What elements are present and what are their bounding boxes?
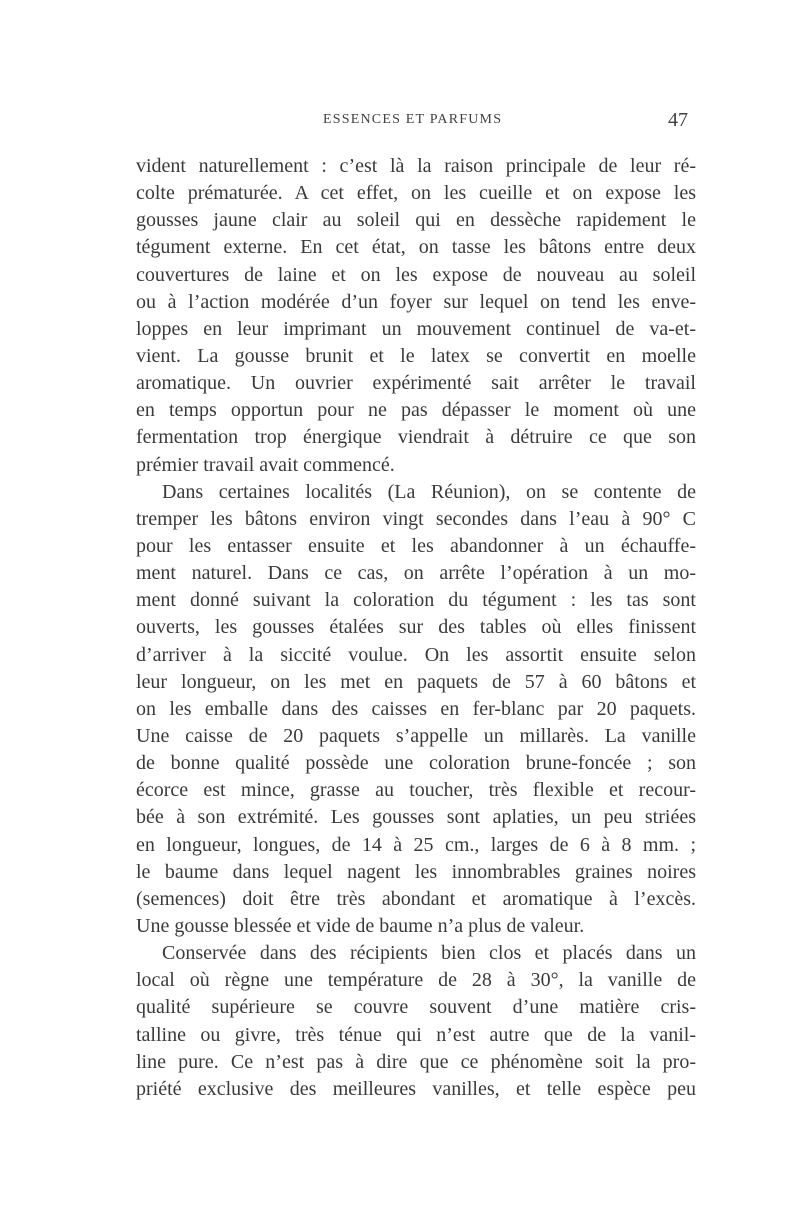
text-line: aromatique. Un ouvrier expérimenté sait arrêter le travail [136,372,696,395]
text-line: de bonne qualité possède une coloration brune-foncée ; son [136,752,696,775]
text-line: ment donné suivant la coloration du tégument : les tas sont [136,589,696,612]
text-line: Une gousse blessée et vide de baume n’a plus de valeur. [136,914,585,937]
text-line: ou à l’action modérée d’un foyer sur lequel on tend les enve- [136,290,696,313]
text-line: gousses jaune clair au soleil qui en dessèche rapidement le [136,209,696,232]
text-line: en temps opportun pour ne pas dépasser le moment où une [136,399,696,422]
text-line: bée à son extrémité. Les gousses sont aplaties, un peu striées [136,806,696,829]
text-line: ouverts, les gousses étalées sur des tables où elles finissent [136,616,696,639]
page-number: 47 [668,109,688,131]
text-line: le baume dans lequel nagent les innombrables graines noires [136,860,696,883]
running-title: ESSENCES ET PARFUMS [323,112,503,127]
text-line: tremper les bâtons environ vingt secondes dans l’eau à 90° C [136,507,696,530]
text-line: line pure. Ce n’est pas à dire que ce phénomène soit la pro- [136,1050,696,1073]
text-line: leur longueur, on les met en paquets de 57 à 60 bâtons et [136,670,696,693]
text-line: prémier travail avait commencé. [136,453,395,476]
text-line: tégument externe. En cet état, on tasse les bâtons entre deux [136,236,696,259]
text-line: en longueur, longues, de 14 à 25 cm., larges de 6 à 8 mm. ; [136,833,696,856]
text-line: ment naturel. Dans ce cas, on arrête l’opération à un mo- [136,562,696,585]
text-line: pour les entasser ensuite et les abandonner à un échauffe- [136,534,696,557]
text-line: Conservée dans des récipients bien clos et placés dans un [162,942,696,965]
text-line: loppes en leur imprimant un mouvement continuel de va-et- [136,317,696,340]
text-line: couvertures de laine et on les expose de nouveau au soleil [136,263,696,286]
text-line: d’arriver à la siccité voulue. On les assortit ensuite selon [136,643,696,666]
text-line: priété exclusive des meilleures vanilles, et telle espèce peu [136,1077,696,1100]
text-line: fermentation trop énergique viendrait à détruire ce que son [136,426,696,449]
text-line: colte prématurée. A cet effet, on les cueille et on expose les [136,182,696,205]
text-line: talline ou givre, très ténue qui n’est autre que de la vanil- [136,1023,696,1046]
text-line: (semences) doit être très abondant et aromatique à l’excès. [136,887,696,910]
text-line: vident naturellement : c’est là la raison principale de leur ré- [136,155,696,177]
text-line: Dans certaines localités (La Réunion), on se contente de [162,480,696,503]
text-line: Une caisse de 20 paquets s’appelle un millarès. La vanille [136,724,696,747]
text-line: écorce est mince, grasse au toucher, très flexible et recour- [136,779,696,802]
text-line: local où règne une température de 28 à 30°, la vanille de [136,969,696,992]
text-line: qualité supérieure se couvre souvent d’une matière cris- [136,996,696,1019]
text-line: on les emballe dans des caisses en fer-blanc par 20 paquets. [136,697,696,720]
text-line: vient. La gousse brunit et le latex se convertit en moelle [136,344,696,367]
body-text [136,153,696,1103]
running-head [0,109,800,136]
